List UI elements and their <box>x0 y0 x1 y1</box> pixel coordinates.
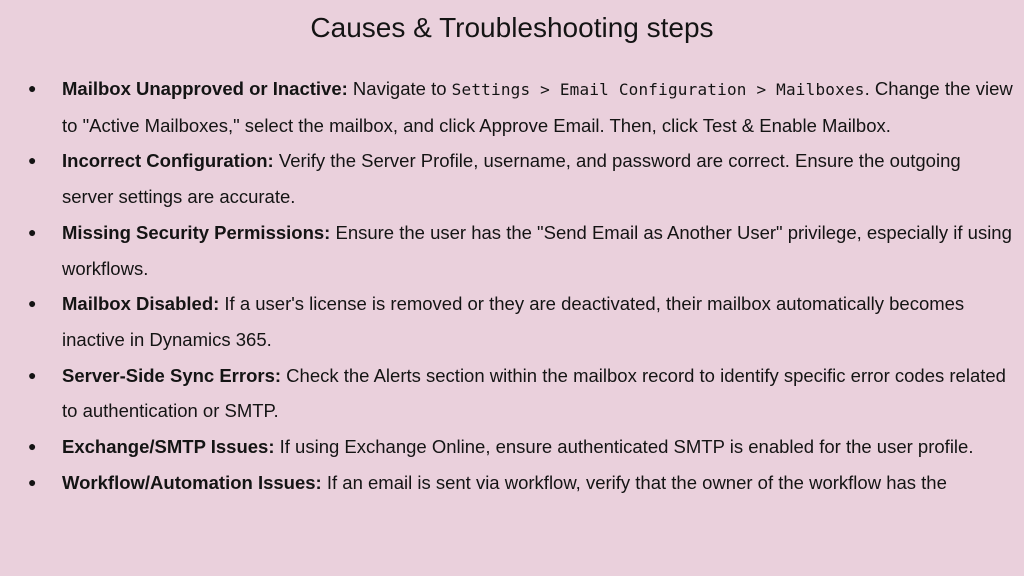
list-item <box>0 143 1024 214</box>
settings-path: Settings > Email Configuration > Mailboxes <box>451 80 865 99</box>
item-term: Incorrect Configuration: <box>62 150 274 172</box>
item-text-before: Navigate to <box>347 78 452 99</box>
bullet-icon: ● <box>28 438 37 455</box>
bullet-icon: ● <box>28 366 37 383</box>
item-text: If using Exchange Online, ensure authenticated SMTP is enabled for the user profile. <box>274 436 974 458</box>
item-text: If a user's license is removed or they are deactivated, their mailbox automatically becomes inactive in Dynamics 365. <box>62 293 965 350</box>
list-item <box>0 71 1024 143</box>
item-text: Check the Alerts section within the mailbox record to identify specific error codes related to authentication or SMTP. <box>62 364 1006 422</box>
bullet-icon: ● <box>28 80 37 96</box>
list-item <box>0 358 1024 429</box>
item-term: Exchange/SMTP Issues: <box>62 436 275 458</box>
item-term: Missing Security Permissions: <box>62 221 331 243</box>
list-item <box>0 429 1024 465</box>
bullet-icon: ● <box>28 473 37 490</box>
item-text: Ensure the user has the "Send Email as Another User" privilege, especially if using workflows. <box>62 221 1012 279</box>
item-text: Verify the Server Profile, username, and password are correct. Ensure the outgoing server settings are accurate. <box>62 150 961 208</box>
bullet-icon: ● <box>28 152 37 169</box>
bullet-icon: ● <box>28 223 37 240</box>
item-term: Mailbox Unapproved or Inactive: <box>62 78 348 99</box>
item-text: If an email is sent via workflow, verify that the owner of the workflow has the <box>321 471 947 493</box>
bullet-list <box>0 71 1024 500</box>
page-title: Causes & Troubleshooting steps <box>310 12 714 43</box>
item-term: Workflow/Automation Issues: <box>62 471 322 493</box>
item-text-after: . Change the view to "Active Mailboxes," select the mailbox, and click Approve Email. Then, click Test & Enable Mailbox. <box>62 78 1013 136</box>
list-item <box>0 286 1024 357</box>
item-term: Mailbox Disabled: <box>62 293 220 315</box>
list-item <box>0 465 1024 501</box>
bullet-icon: ● <box>28 295 37 312</box>
list-item <box>0 215 1024 286</box>
item-term: Server-Side Sync Errors: <box>62 364 282 386</box>
